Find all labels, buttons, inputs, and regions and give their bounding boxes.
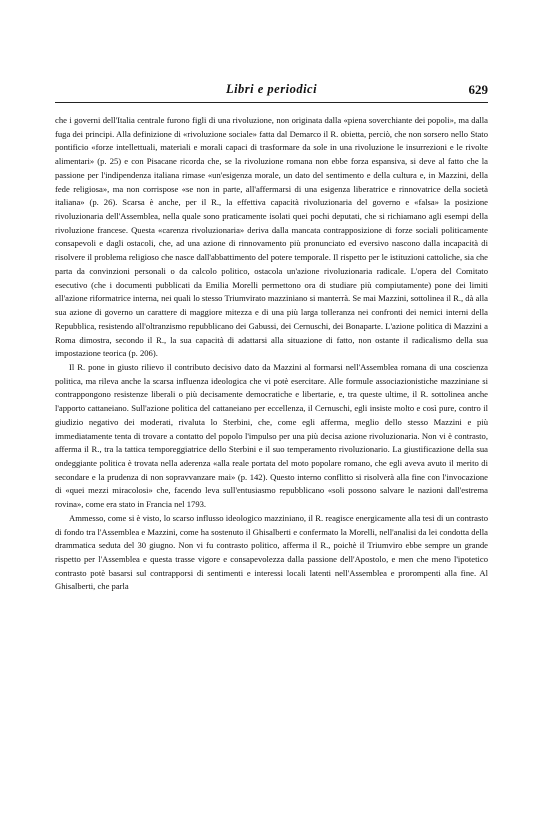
paragraph: che i governi dell'Italia centrale furono figli di una rivoluzione, non originata dalla «piena soverchiante dei popoli», ma dalla fuga dei principi. Alla definizione di «rivoluzione sociale» fatta dal Demarco il R. obietta, perciò, che non sorsero nello Stato pontificio «forze intellettuali, materiali e morali capaci di trasformare da sole in una rivoluzione le insurrezioni e le rivolte alimentari» (p. 25) e con Pisacane ricorda che, se la rivoluzione romana non ebbe forza espansiva, si deve al fatto che la passione per l'indipendenza italiana rimase «un'esigenza morale, un dato del sentimento e della cultura e, in Mazzini, della fede religiosa», ma non corrispose «se non in parte, all'affermarsi di una esigenza liberatrice e rinnovatrice della società italiana» (p. 26). Scarsa è anche, per il R., la effettiva capacità rivoluzionaria del governo e «falsa» la posizione rivoluzionaria dell'Assemblea, nella quale sono praticamente isolati quei pochi deputati, che si richiamano agli esempi della rivoluzione francese. Questa «carenza rivoluzionaria» deriva dalla mancata contrapposizione di forze sociali politicamente consapevoli e dagli ostacoli, che, ad una azione di rinnovamento più pronunciato ed eversivo nascono dalla incapacità di risolvere il problema religioso che nasce dall'abbattimento del potere temporale. Il rispetto per le istituzioni cattoliche, sia che parta da convinzioni personali o da calcolo politico, ostacola un'azione rivoluzionaria radicale. L'opera del Comitato esecutivo (che i documenti pubblicati da Emilia Morelli permettono ora di studiare più compiutamente) pone dei limiti all'azione riformatrice interna, nei quali lo stesso Triumvirato mazziniano si manterrà. Se mai Mazzini, sottolinea il R., dà alla sua azione di governo un carattere di maggiore mitezza e di una più larga tolleranza nei confronti dei nemici interni della Repubblica, resistendo all'oltranzismo repubblicano dei Gabussi, dei Cernuschi, dei Bonaparte. L'azione politica di Mazzini a Roma dimostra, secondo il R., la sua capacità di adattarsi alla situazione di fatto, non ostante il radicalismo della sua impostazione teorica (p. 206). bbox=[55, 115, 488, 359]
paragraph: Il R. pone in giusto rilievo il contributo decisivo dato da Mazzini al formarsi nell'Assemblea romana di una coscienza politica, ma rileva anche la scarsa influenza ideologica che vi potè esercitare. Alle formule associazionistiche mazziniane si contrappongono resistenze liberali o più decisamente democratiche e libertarie, e, tra queste ultime, il R. sottolinea anche l'apporto cattaneiano. Sull'azione politica del cattaneiano per eccellenza, il Cernuschi, egli insiste molto e così pure, contro il giudizio negativo dei moderati, rivaluta lo Sterbini, che, come egli afferma, meglio dello stesso Mazzini e più immediatamente tenta di trovare a contatto del popolo l'impulso per una più decisa azione rivoluzionaria. Non vi è contrasto, afferma il R., tra la tattica temporeggiatrice dello Sterbini e il suo temperamento rivoluzionario. La giustificazione della sua ondeggiante politica è trovata nella aderenza «alla reale portata del moto popolare romano, che egli aveva avuto il merito di secondare e la prudenza di non sopravvanzare mai» (p. 142). Questo interno conflitto si risolverà alla fine con l'invocazione di «quei mezzi miracolosi» che, facendo leva sull'entusiasmo repubblicano «soli possono salvare le nazioni dall'estrema rovina», come era stato in Francia nel 1793. bbox=[55, 361, 488, 510]
page-number: 629 bbox=[468, 82, 488, 97]
article-body bbox=[55, 114, 488, 594]
paragraph: Ammesso, come si è visto, lo scarso influsso ideologico mazziniano, il R. reagisce energicamente alla tesi di un contrasto di fondo tra l'Assemblea e Mazzini, come ha sostenuto il Ghisalberti e confermato la Morelli, nell'analisi da lei condotta della drammatica seduta del 30 giugno. Non vi fu contrasto politico, afferma il R., poichè il Triumviro ebbe sempre un grande rispetto per l'Assemblea e questa trasse vigore e consapevolezza dalla passione dell'Apostolo, e men che meno l'ipotetico contrasto potè basarsi sul contrapporsi di sentimenti e interessi locali latenti nell'Assemblea e prorompenti alla fine. Al Ghisalberti, che parla bbox=[55, 512, 488, 592]
running-title: Libri e periodici bbox=[225, 82, 318, 96]
page-header bbox=[55, 82, 488, 103]
